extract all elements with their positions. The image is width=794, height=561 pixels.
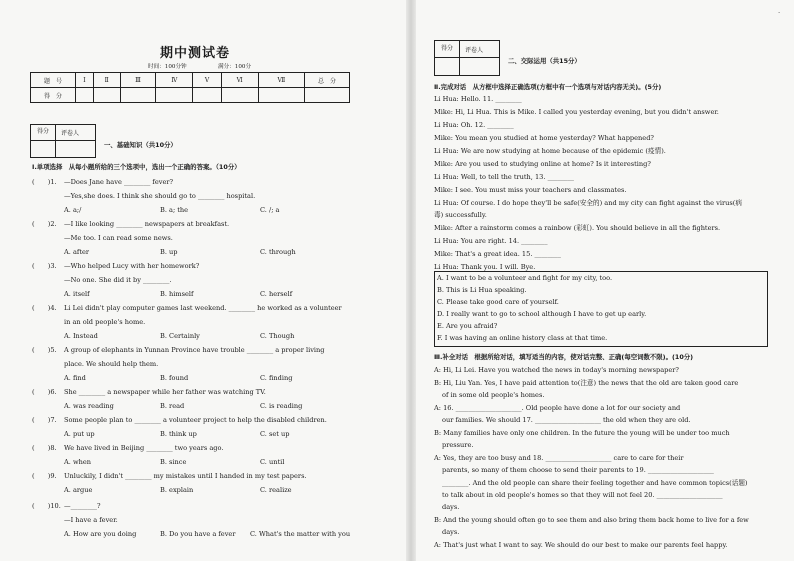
dialogue-line: Mike: I see. You must miss your teachers and classmates.: [434, 186, 627, 194]
question-stem: —________?: [64, 502, 101, 510]
option-item[interactable]: E. Are you afraid?: [437, 322, 498, 330]
option-item[interactable]: D. I really want to go to school although I have to get up early.: [437, 310, 647, 318]
option-c[interactable]: C. through: [260, 248, 296, 256]
question-number: ( )4.: [32, 304, 57, 312]
dialogue2-line: A: Yes, they are too busy and 18. ____________________ care to care for their: [434, 454, 684, 462]
question-stem: —Does Jane have ________ fever?: [64, 178, 174, 186]
option-c[interactable]: C. set up: [260, 430, 290, 438]
grader-reviewer-label: 评卷人: [465, 47, 484, 54]
section2-heading: Ⅱ.完成对话 从方框中选择正确选项(方框中有一个选项与对话内容无关)。(5分): [434, 83, 662, 91]
option-b[interactable]: B. Certainly: [160, 332, 200, 340]
section3-heading: Ⅲ.补全对话 根据所给对话，填写适当的内容，使对话完整、正确(每空词数不限)。(10分): [434, 353, 694, 361]
option-c[interactable]: C. What's the matter with you: [250, 530, 351, 538]
dialogue2-line: our families. We should 17. ____________________ the old when they are old.: [442, 416, 691, 424]
score-header-cell: Ⅳ: [156, 73, 193, 88]
option-a[interactable]: A. after: [64, 248, 90, 256]
dialogue-line: Li Hua: Hello. 11. ________: [434, 95, 522, 103]
option-b[interactable]: B. Do you have a fever: [160, 530, 236, 538]
dialogue-line: Mike: After a rainstorm comes a rainbow (彩虹). You should believe in all the fighters.: [434, 224, 721, 232]
question-number: ( )10.: [32, 502, 61, 510]
option-a[interactable]: A. a;/: [64, 206, 82, 214]
option-a[interactable]: A. put up: [64, 430, 95, 438]
dialogue-line: Mike: You mean you studied at home yesterday? What happened?: [434, 134, 654, 142]
exam-time: 时间：100分钟: [148, 64, 187, 70]
dialogue-line: Li Hua: Oh. 12. ________: [434, 121, 514, 129]
dialogue2-line: pressure.: [442, 441, 474, 449]
option-c[interactable]: C. realize: [260, 486, 292, 494]
option-b[interactable]: B. explain: [160, 486, 194, 494]
option-a[interactable]: A. find: [64, 374, 86, 382]
dialogue2-line: days.: [442, 528, 460, 536]
dialogue2-line: ________. And the old people can share their feeling together and have common topics(话题): [442, 479, 748, 487]
option-b[interactable]: B. a; the: [160, 206, 189, 214]
score-cell[interactable]: [156, 88, 193, 103]
option-c[interactable]: C. until: [260, 458, 285, 466]
score-cell[interactable]: [120, 88, 156, 103]
option-b[interactable]: B. read: [160, 402, 185, 410]
score-cell[interactable]: [193, 88, 221, 103]
option-a[interactable]: A. How are you doing: [64, 530, 137, 538]
dialogue-line: Li Hua: We are now studying at home because of the epidemic (疫情).: [434, 147, 666, 155]
right-page: [420, 0, 794, 561]
option-a[interactable]: A. Instead: [64, 332, 98, 340]
question-stem: in an old people's home.: [64, 318, 146, 326]
score-cell[interactable]: [258, 88, 304, 103]
dialogue-line: Mike: That's a great idea. 15. ________: [434, 250, 561, 258]
dialogue2-line: A: That's just what I want to say. We should do our best to make our parents feel happy.: [434, 541, 728, 549]
question-stem: —I like looking ________ newspapers at breakfast.: [64, 220, 230, 228]
score-header-cell: Ⅰ: [76, 73, 94, 88]
score-header-cell: Ⅴ: [193, 73, 221, 88]
question-number: ( )7.: [32, 416, 57, 424]
option-item[interactable]: F. I was having an online history class at that time.: [437, 334, 608, 342]
option-item[interactable]: A. I want to be a volunteer and fight for my city, too.: [437, 274, 613, 282]
option-c[interactable]: C. herself: [260, 290, 293, 298]
question-number: ( )3.: [32, 262, 57, 270]
question-stem: Some people plan to ________ a volunteer project to help the disabled children.: [64, 416, 327, 424]
option-c[interactable]: C. Though: [260, 332, 295, 340]
dialogue-line: Li Hua: Thank you. I will. Bye.: [434, 263, 536, 271]
grader-score-label: 得分: [435, 41, 460, 75]
question-number: ( )9.: [32, 472, 57, 480]
dialogue2-line: to talk about in old people's homes so that they will not feel 20. ____________________: [442, 491, 723, 499]
question-stem: —Who helped Lucy with her homework?: [64, 262, 200, 270]
question-number: ( )6.: [32, 388, 57, 396]
page-fold: [406, 0, 416, 561]
dialogue2-line: A: 16. ____________________. Old people have done a lot for our society and: [434, 404, 681, 412]
option-item[interactable]: C. Please take good care of yourself.: [437, 298, 559, 306]
option-item[interactable]: B. This is Li Hua speaking.: [437, 286, 527, 294]
score-header-cell: 题 号: [31, 73, 76, 88]
dialogue-line: 毒) successfully.: [434, 211, 487, 219]
grader-score-label: 得分: [31, 125, 56, 157]
question-stem: A group of elephants in Yunnan Province have trouble ________ a proper living: [64, 346, 325, 354]
score-value-row: [31, 88, 350, 103]
option-b[interactable]: B. found: [160, 374, 189, 382]
option-b[interactable]: B. since: [160, 458, 187, 466]
score-row-label: 得 分: [31, 88, 76, 103]
score-cell[interactable]: [76, 88, 94, 103]
score-header-cell: Ⅵ: [221, 73, 258, 88]
option-c[interactable]: C. is reading: [260, 402, 303, 410]
dialogue-line: Li Hua: Well, to tell the truth, 13. ________: [434, 173, 574, 181]
question-stem: We have lived in Beijing ________ two years ago.: [64, 444, 224, 452]
score-cell[interactable]: [221, 88, 258, 103]
dialogue-line: Mike: Are you used to studying online at home? Is it interesting?: [434, 160, 651, 168]
question-number: ( )5.: [32, 346, 57, 354]
option-a[interactable]: A. when: [64, 458, 91, 466]
option-c[interactable]: C. finding: [260, 374, 293, 382]
corner-mark: ·: [778, 10, 780, 17]
score-header-cell: Ⅱ: [93, 73, 120, 88]
question-stem: Li Lei didn't play computer games last weekend. ________ he worked as a volunteer: [64, 304, 342, 312]
dialogue2-line: B: Many families have only one children. In the future the young will be under too much: [434, 429, 730, 437]
dialogue-line: Li Hua: Of course. I do hope they'll be safe(安全的) and my city can fight against the virus(病: [434, 199, 742, 207]
grader-reviewer-label: 评卷人: [61, 130, 80, 137]
dialogue2-line: A: Hi, Li Lei. Have you watched the news in today's morning newspaper?: [434, 366, 679, 374]
question-stem: She ________ a newspaper while her father was watching TV.: [64, 388, 266, 396]
question-stem: —I have a fever.: [64, 516, 118, 524]
question-number: ( )2.: [32, 220, 57, 228]
option-c[interactable]: C. /; a: [260, 206, 280, 214]
question-number: ( )8.: [32, 444, 57, 452]
question-stem: —Yes,she does. I think she should go to ________ hospital.: [64, 192, 256, 200]
dialogue2-line: B: Hi, Liu Yan. Yes, I have paid attention to(注意) the news that the old are taken good care: [434, 379, 739, 387]
score-table: [30, 72, 350, 103]
option-a[interactable]: A. was reading: [64, 402, 114, 410]
part1-title: 一、基础知识（共10分）: [104, 141, 177, 149]
option-a[interactable]: A. argue: [64, 486, 93, 494]
question-stem: —Me too. I can read some news.: [64, 234, 173, 242]
question-number: ( )1.: [32, 178, 57, 186]
dialogue2-line: parents, so many of them choose to send their parents to 19. ____________________: [442, 466, 714, 474]
score-header-cell: Ⅶ: [258, 73, 304, 88]
option-b[interactable]: B. himself: [160, 290, 194, 298]
score-cell[interactable]: [93, 88, 120, 103]
section1-heading: Ⅰ.单项选择 从每小题所给的三个选项中，选出一个正确的答案。（10分）: [32, 163, 241, 171]
exam-total: 满分：100分: [218, 64, 252, 70]
score-header-cell: 总 分: [305, 73, 350, 88]
question-stem: —No one. She did it by ________.: [64, 276, 172, 284]
score-header-row: [31, 73, 350, 88]
option-b[interactable]: B. up: [160, 248, 178, 256]
dialogue2-line: days.: [442, 503, 460, 511]
dialogue-line: Li Hua: You are right. 14. ________: [434, 237, 548, 245]
question-stem: place. We should help them.: [64, 360, 159, 368]
dialogue-line: Mike: Hi, Li Hua. This is Mike. I called you yesterday evening, but you didn't answer.: [434, 108, 719, 116]
dialogue2-line: of in some old people's homes.: [442, 391, 545, 399]
score-header-cell: Ⅲ: [120, 73, 156, 88]
part2-title: 二、交际运用（共15分）: [508, 57, 581, 65]
dialogue2-line: B: And the young should often go to see them and also bring them back home to live for a few: [434, 516, 749, 524]
question-stem: Unluckily, I didn't ________ my mistakes until I handed in my test papers.: [64, 472, 307, 480]
option-a[interactable]: A. itself: [64, 290, 90, 298]
grader-box: [30, 124, 96, 158]
score-cell[interactable]: [305, 88, 350, 103]
grader-box: [434, 40, 500, 76]
option-b[interactable]: B. think up: [160, 430, 197, 438]
page-title: 期中测试卷: [160, 46, 231, 61]
